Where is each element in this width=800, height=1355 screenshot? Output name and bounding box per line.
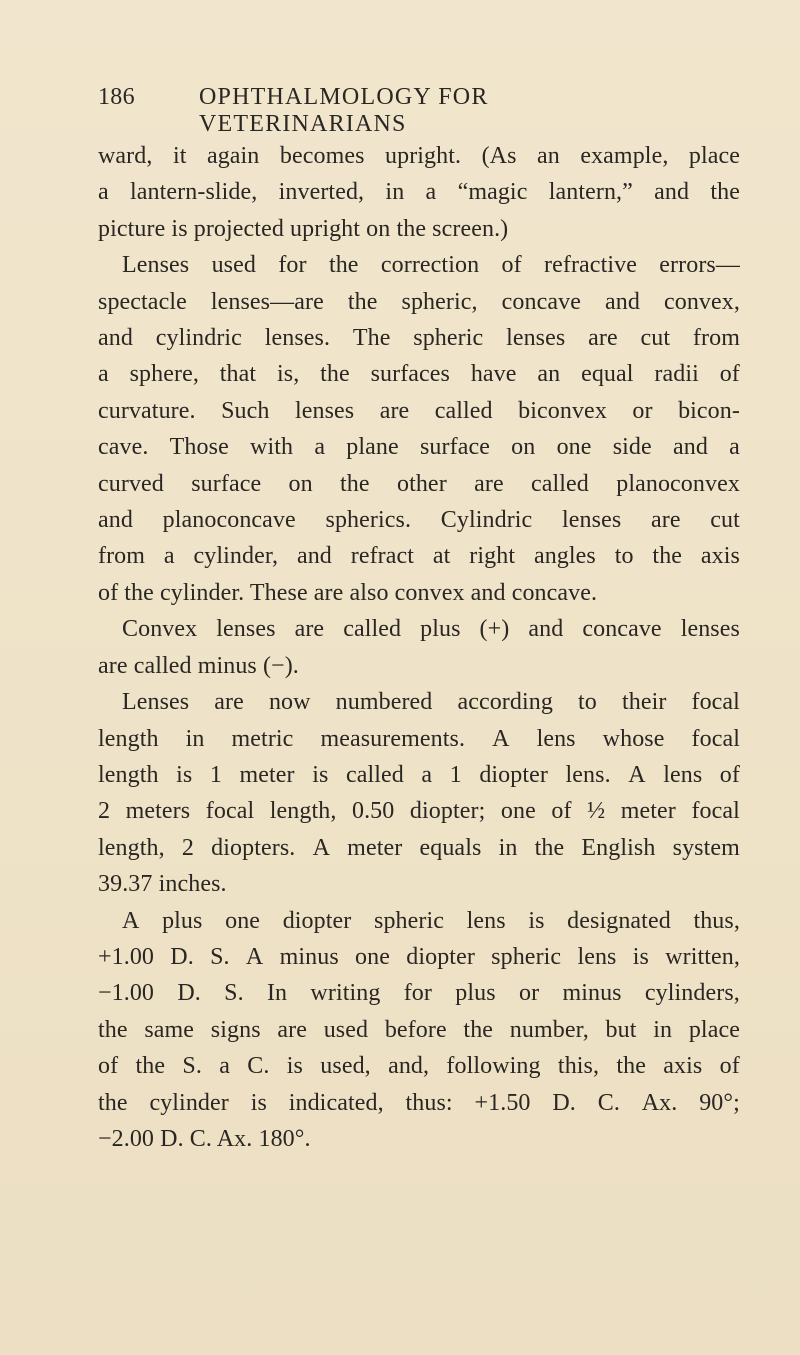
text-line: from a cylinder, and refract at right angles to the axis bbox=[98, 543, 740, 570]
text-line: 2 meters focal length, 0.50 diopter; one of ½ meter focal bbox=[98, 798, 740, 825]
text-line: and cylindric lenses. The spheric lenses are cut from bbox=[98, 325, 740, 352]
text-line: the cylinder is indicated, thus: +1.50 D. C. Ax. 90°; bbox=[98, 1089, 740, 1116]
text-line: +1.00 D. S. A minus one diopter spheric lens is written, bbox=[98, 943, 740, 970]
text-line: length in metric measurements. A lens whose focal bbox=[98, 725, 740, 752]
text-line: of the cylinder. These are also convex and concave. bbox=[98, 579, 598, 606]
text-line: a lantern-slide, inverted, in a “magic lantern,” and the bbox=[98, 179, 740, 206]
text-line: are called minus (−). bbox=[98, 652, 299, 679]
body-text bbox=[98, 138, 740, 1157]
text-line: −1.00 D. S. In writing for plus or minus cylinders, bbox=[98, 980, 740, 1007]
text-line: spectacle lenses—are the spheric, concave and convex, bbox=[98, 288, 740, 315]
text-line: Lenses used for the correction of refractive errors— bbox=[122, 252, 740, 279]
text-line: length is 1 meter is called a 1 diopter lens. A lens of bbox=[98, 761, 740, 788]
text-line: a sphere, that is, the surfaces have an equal radii of bbox=[98, 361, 740, 388]
running-title: OPHTHALMOLOGY FOR VETERINARIANS bbox=[199, 84, 489, 137]
text-line: curvature. Such lenses are called biconvex or bicon- bbox=[98, 397, 740, 424]
text-line: A plus one diopter spheric lens is designated thus, bbox=[122, 907, 740, 934]
text-line: the same signs are used before the number, but in place bbox=[98, 1016, 740, 1043]
page-header bbox=[98, 84, 658, 137]
text-line: 39.37 inches. bbox=[98, 871, 227, 898]
text-line: of the S. a C. is used, and, following this, the axis of bbox=[98, 1053, 740, 1080]
text-line: and planoconcave spherics. Cylindric lenses are cut bbox=[98, 507, 740, 534]
text-line: curved surface on the other are called planoconvex bbox=[98, 470, 740, 497]
text-line: picture is projected upright on the screen.) bbox=[98, 215, 509, 242]
page-number: 186 bbox=[98, 84, 135, 110]
text-line: Convex lenses are called plus (+) and concave lenses bbox=[122, 616, 740, 643]
text-line: ward, it again becomes upright. (As an example, place bbox=[98, 143, 740, 169]
text-line: Lenses are now numbered according to their focal bbox=[122, 689, 740, 716]
text-line: −2.00 D. C. Ax. 180°. bbox=[98, 1125, 311, 1152]
text-line: cave. Those with a plane surface on one side and a bbox=[98, 434, 740, 461]
text-line: length, 2 diopters. A meter equals in the English system bbox=[98, 834, 740, 861]
